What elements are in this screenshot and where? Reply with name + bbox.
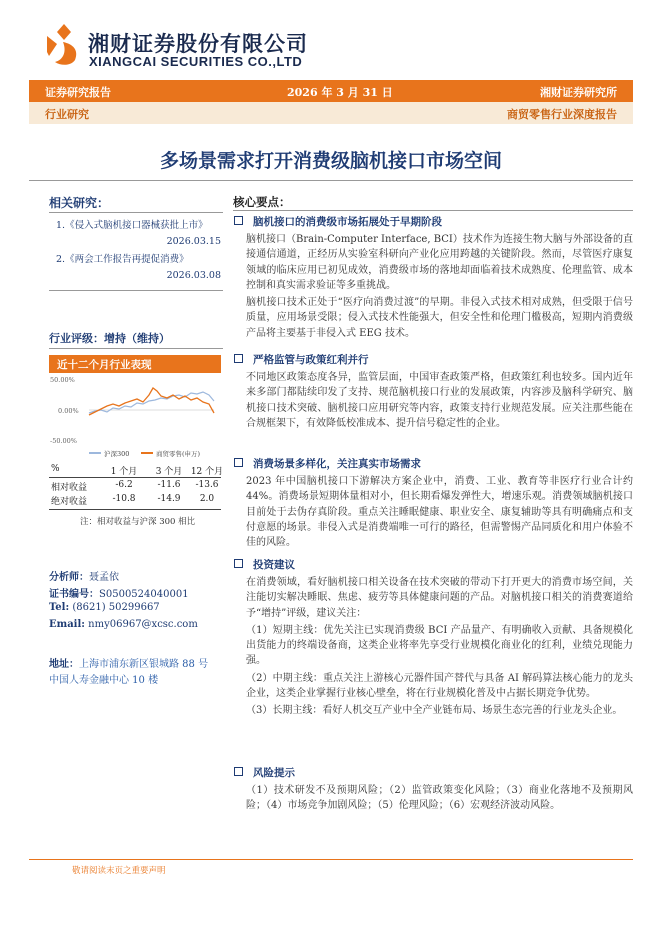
company-name-en: XIANGCAI SECURITIES CO.,LTD <box>89 54 303 69</box>
telephone: Tel: (8621) 50299667 <box>49 602 160 613</box>
analyst: 分析师：聂孟依 <box>49 572 119 583</box>
section-regulation: 严格监管与政策红利并行 不同地区政策态度各异，监管层面，中国审查政策严格，但政策红利也较多。国内近年来多部门都陆续印发了支持、规范脑机接口行业的发展政策，内容涉及脑科学研究、脑机接口技术突破、脑机接口应用研究等内容，政策支持行业规范发展。应关注那些能在合规框架下，有效降低校准成本、提升信号稳定性的企业。 <box>233 352 633 433</box>
legend-label-retail: 商贸零售(申万) <box>156 450 201 458</box>
paragraph: 不同地区政策态度各异，监管层面，中国审查政策严格，但政策红利也较多。国内近年来多部门都陆续印发了支持、规范脑机接口行业的发展政策，内容涉及脑科学研究、脑机接口技术突破、脑机接口应用研究等内容，政策支持行业规范发展。应关注那些能在合规框架下，有效降低校准成本、提升信号稳定性的企业。 <box>246 372 633 429</box>
paragraph: （2）中期主线：重点关注上游核心元器件国产替代与具备 AI 解码算法核心能力的龙头企业，这类企业掌握行业核心壁垒，将在行业规模化普及中占据长期竞争优势。 <box>246 672 633 700</box>
performance-chart-title: 近十二个月行业表现 <box>49 355 221 373</box>
company-logo-icon <box>45 22 83 68</box>
key-points-divider <box>233 210 633 211</box>
header-bar-primary <box>29 80 633 102</box>
report-category: 行业研究 <box>45 108 89 121</box>
table-bottom-rule <box>49 509 221 510</box>
legend-label-hs300: 沪深300 <box>104 450 130 458</box>
table-note: 注：相对收益与沪深 300 相比 <box>80 517 196 527</box>
title-divider <box>29 180 633 181</box>
table-row: 相对收益 -6.2 -11.6 -13.6 <box>51 480 219 493</box>
y-tick-label: 50.00% <box>50 376 75 384</box>
paragraph: （1）技术研发不及预期风险；（2）监管政策变化风险；（3）商业化落地不及预期风险；（4）市场竞争加剧风险；（5）伦理风险；（6）宏观经济波动风险。 <box>246 785 633 812</box>
related-bottom-divider <box>49 290 223 291</box>
checkbox-bullet-icon <box>234 216 243 225</box>
section-consumer-scenarios: 消费场景多样化，关注真实市场需求 2023 年中国脑机接口下游解决方案企业中，消费、工业、教育等非医疗行业合计约 44%。消费场景短期体量相对小，但长期看爆发弹性大，增速乐观。消费领域脑机接口目前处于去伪存真阶段。重点关注睡眠健康、职业安全、康复辅助等具有明确痛点和支付意愿的场景。非侵入式是消费端唯一可行的路径，但需警惕产品同质化和用户体验不佳的风险。 <box>233 456 633 552</box>
checkbox-bullet-icon <box>234 354 243 363</box>
performance-chart <box>49 373 221 463</box>
institute-name: 湘财证券研究所 <box>540 86 617 99</box>
related-divider <box>49 212 223 213</box>
footer-disclaimer[interactable]: 敬请阅读末页之重要声明 <box>72 866 166 876</box>
header-bar-secondary <box>29 102 633 124</box>
report-type: 证券研究报告 <box>45 86 111 99</box>
performance-table <box>49 463 224 507</box>
rating-divider <box>49 348 223 349</box>
table-header-row: % 1 个月 3 个月 12 个月 <box>51 464 224 477</box>
paragraph: 脑机接口技术正处于“医疗向消费过渡”的早期。非侵入式技术相对成熟，但受限于信号质量，应用场景受限；侵入式技术性能强大，但安全性和伦理门槛极高，短期内消费级产品将主要基于非侵入式 EEG 技术。 <box>246 297 633 339</box>
table-row: 绝对收益 -10.8 -14.9 2.0 <box>51 494 215 507</box>
checkbox-bullet-icon <box>234 458 243 467</box>
section-early-stage: 脑机接口的消费级市场拓展处于早期阶段 脑机接口（Brain-Computer Interface, BCI）技术作为连接生物大脑与外部设备的直接通信通道，正经历从实验室科研向产业化应用跨越的关键阶段。然而，尽管医疗康复领域的临床应用已初见成效，消费级市场的落地却面临着技术成熟度、伦理监管、成本控制和真实需求验证等多重挑战。 脑机接口技术正处于“医疗向消费过渡”的早期。非侵入式技术相对成熟，但受限于信号质量，应用场景受限；侵入式技术性能强大，但安全性和伦理门槛极高，短期内消费级产品将主要基于非侵入式 EEG 技术。 <box>233 214 633 343</box>
section-risks: 风险提示 （1）技术研发不及预期风险；（2）监管政策变化风险；（3）商业化落地不及预期风险；（4）市场竞争加剧风险；（5）伦理风险；（6）宏观经济波动风险。 <box>233 765 633 816</box>
paragraph: （3）长期主线：看好人机交互产业中全产业链布局、场景生态完善的行业龙头企业。 <box>246 705 623 717</box>
footer-divider <box>29 859 633 860</box>
email[interactable]: Email: nmy06967@xcsc.com <box>49 619 198 630</box>
page-title: 多场景需求打开消费级脑机接口市场空间 <box>159 150 502 172</box>
related-item[interactable]: 2.《两会工作报告再提促消费》 2026.03.08 <box>56 254 221 281</box>
y-tick-label: -50.00% <box>50 437 77 445</box>
paragraph: 2023 年中国脑机接口下游解决方案企业中，消费、工业、教育等非医疗行业合计约 44%。消费场景短期体量相对小，但长期看爆发弹性大，增速乐观。消费领域脑机接口目前处于去伪存真阶段。重点关注睡眠健康、职业安全、康复辅助等具有明确痛点和支付意愿的场景。非侵入式是消费端唯一可行的路径，但需警惕产品同质化和用户体验不佳的风险。 <box>246 476 633 549</box>
y-tick-label: 0.00% <box>58 407 79 415</box>
report-date: 2026 年 3 月 31 日 <box>287 86 393 99</box>
paragraph: 在消费领域，看好脑机接口相关设备在技术突破的带动下打开更大的消费市场空间，关注能切实解决睡眠、焦虑、疲劳等具体健康问题的产品。对脑机接口相关的消费赛道给予“增持”评级，建议关注： <box>246 577 633 619</box>
paragraph: 脑机接口（Brain-Computer Interface, BCI）技术作为连接生物大脑与外部设备的直接通信通道，正经历从实验室科研向产业化应用跨越的关键阶段。然而，尽管医疗康复领域的临床应用已初见成效，消费级市场的落地却面临着技术成熟度、伦理监管、成本控制和真实需求验证等多重挑战。 <box>246 234 633 291</box>
address: 地址：上海市浦东新区银城路 88 号 <box>49 659 209 670</box>
related-research-heading: 相关研究： <box>49 196 110 210</box>
related-item[interactable]: 1.《侵入式脑机接口器械获批上市》 2026.03.15 <box>56 220 221 247</box>
certificate: 证书编号：S0500524040001 <box>49 589 189 600</box>
checkbox-bullet-icon <box>234 767 243 776</box>
table-rule <box>49 477 221 478</box>
paragraph: （1）短期主线：优先关注已实现消费级 BCI 产品量产、有明确收入贡献、具备规模化出货能力的终端设备商，这类企业将率先享受行业规模化商业化的红利，业绩兑现能力强。 <box>246 624 633 667</box>
key-points-heading: 核心要点： <box>233 195 291 209</box>
report-subcategory: 商贸零售行业深度报告 <box>507 108 617 121</box>
section-investment: 投资建议 在消费领域，看好脑机接口相关设备在技术突破的带动下打开更大的消费市场空间，关注能切实解决睡眠、焦虑、疲劳等具体健康问题的产品。对脑机接口相关的消费赛道给予“增持”评级，建议关注： （1）短期主线：优先关注已实现消费级 BCI 产品量产、有明确收入贡献、具备规模化出货能力的终端设备商，这类企业将率先享受行业规模化商业化的红利，业绩兑现能力强。 （2）中期主线：重点关注上游核心元器件国产替代与具备 AI 解码算法核心能力的龙头企业，这类企业掌握行业核心壁垒，将在行业规模化普及中占据长期竞争优势。 （3）长期主线：看好人机交互产业中全产业链布局、场景生态完善的行业龙头企业。 <box>233 557 633 721</box>
address-line-2: 中国人寿金融中心 10 楼 <box>49 675 159 686</box>
checkbox-bullet-icon <box>234 559 243 568</box>
company-name-cn: 湘财证券股份有限公司 <box>88 32 308 56</box>
industry-rating: 行业评级：增持（维持） <box>49 332 170 345</box>
